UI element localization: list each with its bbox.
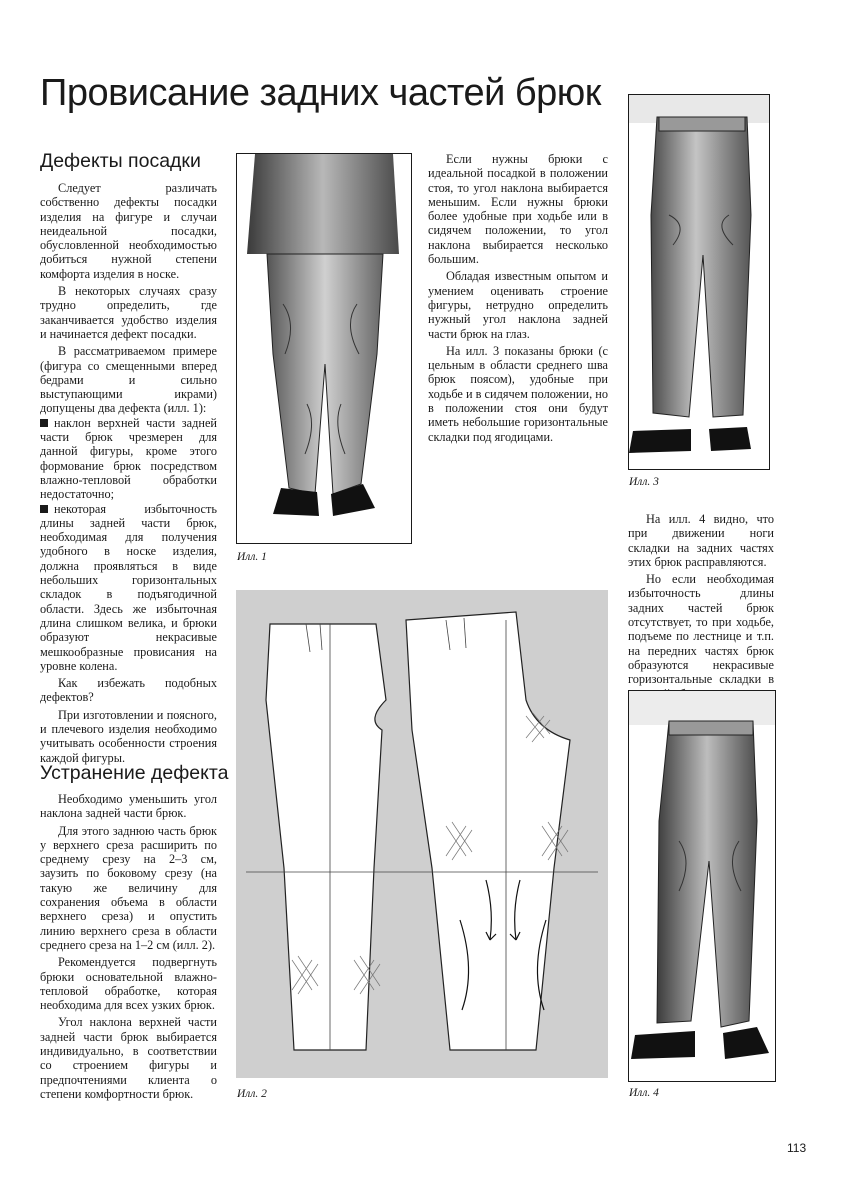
section-heading-fit-defects: Дефекты посадки — [40, 150, 201, 172]
paragraph: Как избежать подобных дефектов? — [40, 676, 217, 705]
section-heading-defect-fix: Устранение дефекта — [40, 762, 229, 784]
illustration-2 — [236, 590, 608, 1078]
caption-ill-3: Илл. 3 — [629, 476, 659, 488]
text-column-right — [628, 512, 774, 701]
trousers-pattern-diagram — [236, 590, 608, 1078]
paragraph: Но если необходимая избыточность длины задних частей брюк отсутствует, то при ходьбе, подъеме по лестнице и т.п. на передних частях брюк образуются некрасивые горизонтальные складки в — [628, 572, 774, 687]
illustration-1 — [236, 153, 412, 544]
paragraph: На илл. 3 показаны брюки (с цельным в области среднего шва брюк поясом), удобные при ходьбе и в сидячем положении, но в положении стоя они будут иметь небольшие горизонтальные складки под ягодицами. — [428, 343, 608, 444]
bullet-square-icon — [40, 505, 48, 513]
bullet-item — [40, 416, 217, 502]
text-column-left-bottom — [40, 792, 217, 1101]
bullet-text: некоторая избыточность длины задней части брюк, необходимая для получения удобного в носке изделия, должна проявляться в виде небольших горизонтальных складок в подъягодичной области. Здесь же избыточная длина слишком велика, и брюки образуют некрасивые мешкообразные провисания на уровне колена. — [40, 501, 217, 673]
paragraph: Обладая известным опытом и умением оценивать строение фигуры, нетрудно определить нужный угол наклона задней части брюк на глаз. — [428, 269, 608, 341]
trousers-back-standing-illustration — [629, 95, 769, 469]
illustration-3 — [628, 94, 770, 470]
text-column-middle — [428, 152, 608, 444]
paragraph: В рассматриваемом примере (фигура со смещенными вперед бедрами и сильно выступающими икрами) допущены два дефекта (илл. 1): — [40, 344, 217, 416]
trousers-walking-illustration — [629, 691, 775, 1081]
paragraph: В некоторых случаях сразу трудно определить, где заканчивается удобство изделия и начинается дефект посадки. — [40, 284, 217, 341]
text-column-left-top — [40, 181, 217, 765]
paragraph: Для этого заднюю часть брюк у верхнего среза расширить по среднему срезу на 2–3 см, заузить по боковому срезу (на такую же величину для сохранения объема в области верхнего среза) и опустить линию верхнего среза в области среднего среза на 1–2 см (илл. 2). — [40, 823, 217, 952]
bullet-square-icon — [40, 419, 48, 427]
paragraph: Угол наклона верхней части задней части брюк выбирается индивидуально, в соответствии со строением фигуры и предпочтениями клиента о степени комфортности брюк. — [40, 1015, 217, 1101]
paragraph: При изготовлении и поясного, и плечевого изделия необходимо учитывать особенности строения каждой фигуры. — [40, 707, 217, 765]
paragraph: Следует различать собственно дефекты посадки изделия на фигуре и случаи неидеальной посадки, обусловленной необходимостью добиться нужной степени комфорта изделия в носке. — [40, 181, 217, 281]
trousers-back-view-illustration — [237, 154, 411, 543]
page-title: Провисание задних частей брюк — [40, 72, 601, 114]
paragraph: Рекомендуется подвергнуть брюки основательной влажно-тепловой обработке, которая необходима для всех узких брюк. — [40, 955, 217, 1013]
paragraph: Если нужны брюки с идеальной посадкой в положении стоя, то угол наклона выбирается меньшим. Если нужны брюки более удобные при ходьбе или в сидячем положении, то угол наклона выбирается несколько большим. — [428, 152, 608, 267]
caption-ill-2: Илл. 2 — [237, 1088, 267, 1100]
page-number: 113 — [787, 1141, 807, 1155]
caption-ill-4: Илл. 4 — [629, 1087, 659, 1099]
caption-ill-1: Илл. 1 — [237, 551, 267, 563]
paragraph: Необходимо уменьшить угол наклона задней части брюк. — [40, 792, 217, 821]
illustration-4 — [628, 690, 776, 1082]
bullet-text: наклон верхней части задней части брюк чрезмерен для данной фигуры, кроме этого формование брюк посредством влажно-тепловой обработки недостаточно; — [40, 415, 217, 502]
paragraph: На илл. 4 видно, что при движении ноги складки на задних частях этих брюк расправляются. — [628, 512, 774, 569]
bullet-item — [40, 502, 217, 674]
